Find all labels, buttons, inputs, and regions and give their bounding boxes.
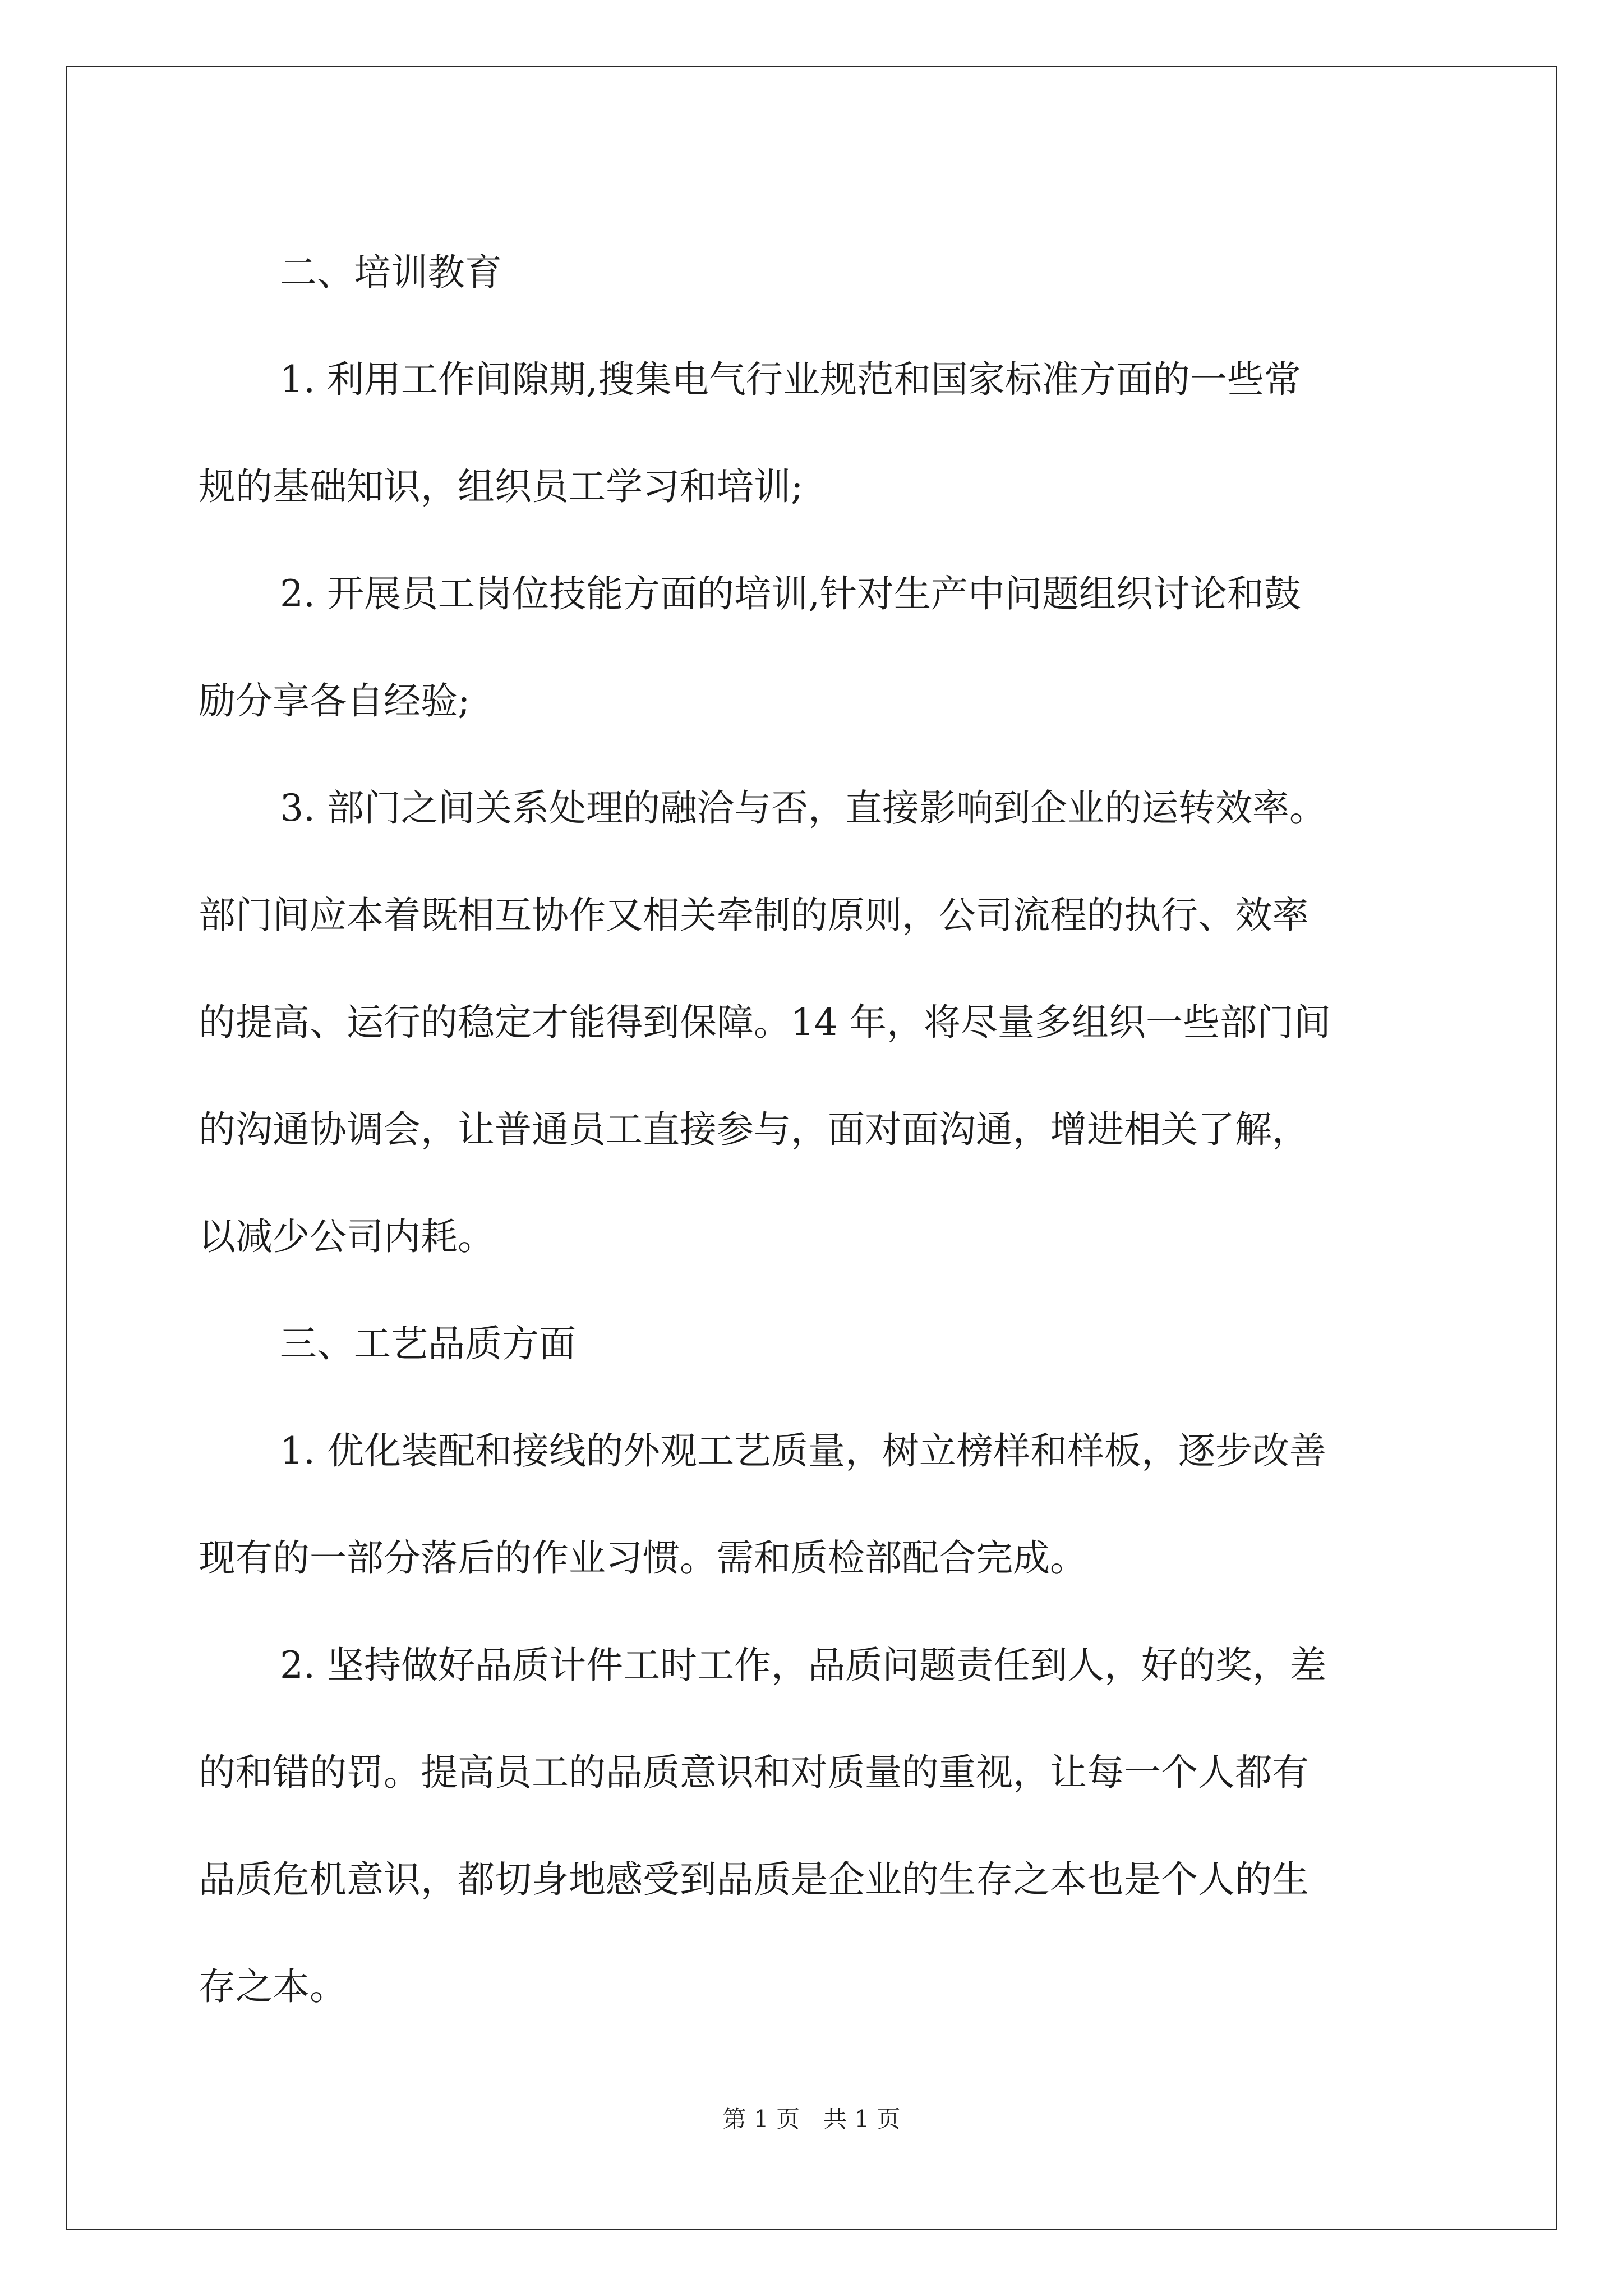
document-body (199, 219, 1432, 2040)
paragraph-line: 存之本。 (199, 1965, 347, 2008)
section-heading: 三、工艺品质方面 (280, 1322, 576, 1365)
paragraph (199, 754, 1432, 1290)
paragraph-line: 部门间应本着既相互协作又相关牵制的原则，公司流程的执行、效率 (199, 894, 1309, 937)
paragraph-line: 以减少公司内耗。 (199, 1215, 495, 1258)
paragraph-line: 2. 坚持做好品质计件工时工作，品质问题责任到人，好的奖，差 (280, 1644, 1326, 1687)
paragraph (199, 1397, 1432, 1612)
paragraph (199, 1612, 1432, 2040)
paragraph-line: 的沟通协调会，让普通员工直接参与，面对面沟通，增进相关了解， (199, 1108, 1309, 1151)
section-heading: 二、培训教育 (280, 251, 502, 294)
paragraph-line: 品质危机意识，都切身地感受到品质是企业的生存之本也是个人的生 (199, 1858, 1309, 1901)
paragraph-line: 3. 部门之间关系处理的融洽与否，直接影响到企业的运转效率。 (280, 786, 1326, 830)
paragraph-line: 2. 开展员工岗位技能方面的培训,针对生产中问题组织讨论和鼓 (280, 572, 1301, 615)
paragraph-line: 1. 优化装配和接线的外观工艺质量，树立榜样和样板，逐步改善 (280, 1429, 1326, 1473)
paragraph (199, 326, 1432, 540)
paragraph-line: 现有的一部分落后的作业习惯。需和质检部配合完成。 (199, 1536, 1087, 1580)
paragraph-line: 规的基础知识，组织员工学习和培训; (199, 465, 804, 508)
paragraph-line: 励分享各自经验; (199, 679, 471, 723)
page-number-footer: 第 1 页 共 1 页 (722, 2105, 901, 2133)
paragraph (199, 540, 1432, 754)
paragraph-line: 1. 利用工作间隙期,搜集电气行业规范和国家标准方面的一些常 (280, 358, 1301, 401)
paragraph-line: 的和错的罚。提高员工的品质意识和对质量的重视，让每一个人都有 (199, 1751, 1309, 1794)
paragraph-line: 的提高、运行的稳定才能得到保障。14 年，将尽量多组织一些部门间 (199, 1001, 1331, 1044)
